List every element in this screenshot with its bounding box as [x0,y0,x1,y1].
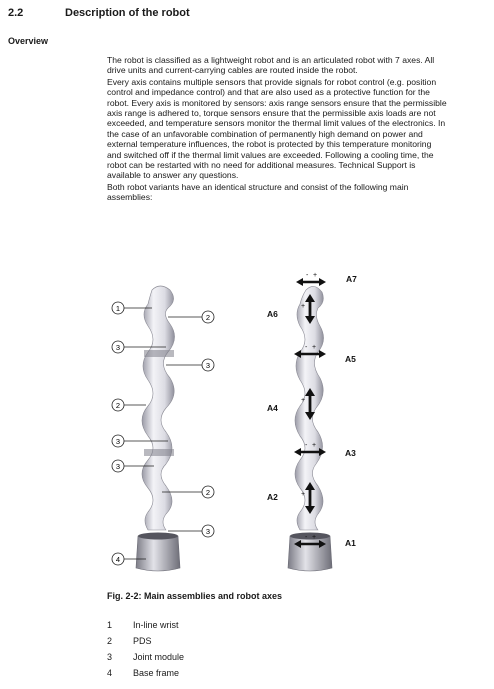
callout-3-joint-b [202,359,214,371]
legend-item [107,617,184,633]
axis-a7-arrow [296,278,326,286]
axis-label-a3: A3 [345,448,356,458]
sign-a1-plus: + [312,534,317,541]
legend-label: Joint module [133,652,185,662]
callout-2-pds-top [202,311,214,323]
svg-text:2: 2 [205,313,211,322]
paragraph-assemblies: Both robot variants have an identical structure and consist of the following main assemblies: [107,181,409,203]
callout-3-joint-a [112,341,124,353]
robot-figure [100,268,380,578]
paragraph-sensors: Every axis contains multiple sensors that provide signals for robot control (e.g. position control and impedance control) and that are also used as a protective function for the robot. Every axis is monitored by sensors: axis range sensors ensure that the permissible axis range is adhered to, torque sensors ensure that the permissible axis loads are not exceeded, and temperature sensors monitor the thermal limit values of the electronics. In the case of an unfavorable combination of permanently high demand on power and external temperature influences, the robot is protected by this temperature monitoring and switched off if the thermal limit values are exceeded. Following a cooling time, the robot can be restarted with no need for additional measures. Technical Support is available to answer any questions. [107,76,447,181]
callout-3-joint-e [202,525,214,537]
legend-label: PDS [133,636,152,646]
robot-left-joint-1 [144,350,174,357]
callout-4-base [112,553,124,565]
legend-item [107,665,184,681]
sign-a3-plus: + [312,442,317,449]
legend-item [107,649,184,665]
sign-a3-minus: - [305,442,308,449]
axis-label-a4: A4 [267,403,278,413]
robot-right [267,272,357,571]
svg-text:3: 3 [205,361,211,370]
legend-number: 4 [107,668,113,678]
legend-label: In-line wrist [133,620,179,630]
svg-text:3: 3 [115,343,121,352]
svg-text:3: 3 [205,527,211,536]
callout-3-joint-d [112,460,124,472]
axis-label-a7: A7 [346,274,357,284]
robot-left-body [142,286,175,530]
robot-right-base [288,536,332,571]
svg-text:1: 1 [115,304,121,313]
legend-label: Base frame [133,668,180,678]
section-title: Description of the robot [65,7,190,19]
paragraph-intro: The robot is classified as a lightweight robot and is an articulated robot with 7 axes. All drive units and current-carrying cables are routed inside the robot. [107,55,435,76]
robot-left-base [136,536,180,571]
side-heading: Overview [8,36,49,46]
sign-a5-plus: + [312,344,317,351]
legend-number: 2 [107,636,113,646]
svg-text:4: 4 [115,555,121,564]
robot-left-base-top [138,533,178,540]
robot-right-base-top [290,533,330,540]
callout-2-pds-low [202,486,214,498]
sign-a7-plus: + [313,272,318,279]
robot-left [136,286,180,571]
svg-text:2: 2 [115,401,121,410]
axis-label-a1: A1 [345,538,356,548]
sign-a7-minus: - [306,272,309,279]
callout-3-joint-c [112,435,124,447]
sign-a6-plus: + [301,303,306,310]
axis-label-a6: A6 [267,309,278,319]
legend-item [107,633,184,649]
svg-text:3: 3 [115,462,121,471]
legend-number: 1 [107,620,113,630]
legend-list [107,617,184,681]
callout-2-pds-mid [112,399,124,411]
sign-a4-plus: + [301,397,306,404]
sign-a2-plus: + [301,491,306,498]
legend-number: 3 [107,652,113,662]
figure-caption: Fig. 2-2: Main assemblies and robot axes [107,591,283,601]
robot-diagram [100,268,380,578]
section-number: 2.2 [8,7,24,19]
svg-text:2: 2 [205,488,211,497]
callout-1-wrist [112,302,124,314]
robot-left-joint-2 [144,449,174,456]
axis-label-a2: A2 [267,492,278,502]
body-text [107,55,447,204]
axis-label-a5: A5 [345,354,356,364]
sign-a5-minus: - [305,344,308,351]
sign-a1-minus: - [305,534,308,541]
svg-text:3: 3 [115,437,121,446]
